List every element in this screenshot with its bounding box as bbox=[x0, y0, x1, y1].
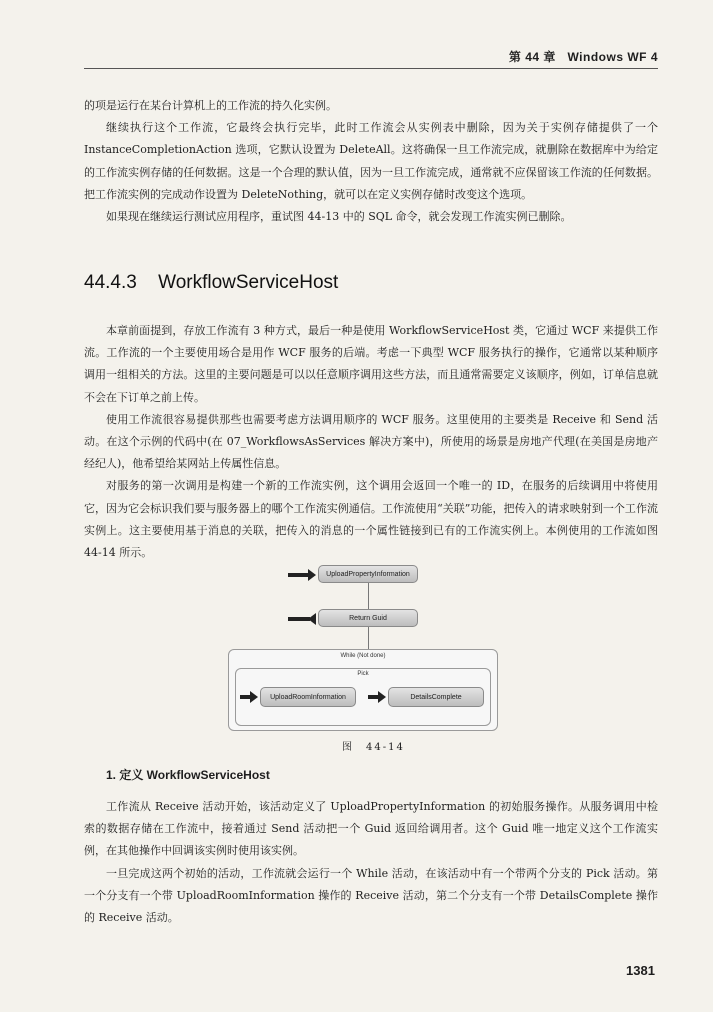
header-rule bbox=[84, 68, 658, 69]
arrow-icon bbox=[250, 691, 258, 703]
upload-property-activity: UploadPropertyInformation bbox=[318, 565, 418, 583]
paragraph: 本章前面提到，存放工作流有 3 种方式，最后一种是使用 WorkflowServiceHost 类，它通过 WCF 来提供工作流。工作流的一个主要使用场合是用作 WCF 服务的后端。考虑一下典型 WCF 服务执行的操作，它通常以某种顺序调用一组相关的方法。这里的主要问题是可以以任意顺序调用这些方法，而且通常需要定义该顺序，例如，订单信息就不会在下订单之前上传。 bbox=[84, 324, 658, 404]
details-complete-activity: DetailsComplete bbox=[388, 687, 484, 707]
paragraph: 如果现在继续运行测试应用程序，重试图 44-13 中的 SQL 命令，就会发现工作流实例已删除。 bbox=[106, 210, 572, 224]
paragraph: 使用工作流很容易提供那些也需要考虑方法调用顺序的 WCF 服务。这里使用的主要类是 Receive 和 Send 活动。在这个示例的代码中(在 07_WorkflowsAsServices 解决方案中)，所使用的场景是房地产代理(在美国是房地产经纪人)，他希望给某网站上传属性信息。 bbox=[84, 412, 658, 471]
paragraph: 一旦完成这两个初始的活动，工作流就会运行一个 While 活动，在该活动中有一个带两个分支的 Pick 活动。第一个分支有一个带 UploadRoomInformation 操作的 Receive 活动，第二个分支有一个带 DetailsComplete 操作的 Receive 活动。 bbox=[84, 866, 658, 925]
paragraph: 继续执行这个工作流，它最终会执行完毕，此时工作流会从实例表中删除，因为关于实例存储提供了一个 InstanceCompletionAction 选项，它默认设置为 DeleteAll。这将确保一旦工作流完成，就删除在数据库中为给定的工作流实例存储的任何数据。这是一个合理的默认值，因为一旦工作流完成，通常就不应保留该工作流的任何数据。把工作流实例的完成动作设置为 DeleteNothing，就可以在定义实例存储时改变这个选项。 bbox=[84, 121, 658, 201]
arrow-icon bbox=[308, 569, 316, 581]
section-number: 44.4.3 bbox=[84, 272, 137, 293]
text-block-middle bbox=[84, 320, 658, 564]
chapter-title: Windows WF 4 bbox=[567, 50, 658, 64]
while-label: While (Not done) bbox=[340, 653, 386, 659]
subsection-heading: 1. 定义 WorkflowServiceHost bbox=[106, 768, 270, 782]
pick-activity bbox=[235, 668, 491, 726]
section-heading bbox=[84, 272, 338, 294]
figure-caption: 图 44-14 bbox=[342, 742, 405, 753]
page-number: 1381 bbox=[626, 963, 655, 978]
paragraph: 对服务的第一次调用是构建一个新的工作流实例，这个调用会返回一个唯一的 ID，在服务的后续调用中将使用它，因为它会标识我们要与服务器上的哪个工作流实例通信。工作流使用“关联”功能，把传入的请求映射到一个工作流实例上。这主要使用基于消息的关联，把传入的消息的一个属性链接到已有的工作流实例上。本例使用的工作流如图 44-14 所示。 bbox=[84, 479, 658, 560]
workflow-figure bbox=[228, 563, 498, 733]
arrow-icon bbox=[308, 613, 316, 625]
text-block-bottom bbox=[84, 796, 658, 929]
arrow-icon bbox=[378, 691, 386, 703]
connector-line bbox=[368, 627, 369, 649]
chapter-label: 第 44 章 bbox=[508, 50, 556, 64]
section-title: WorkflowServiceHost bbox=[158, 272, 339, 293]
paragraph: 的项是运行在某台计算机上的工作流的持久化实例。 bbox=[84, 99, 337, 112]
text-block-top bbox=[84, 95, 658, 228]
upload-room-activity: UploadRoomInformation bbox=[260, 687, 356, 707]
return-guid-activity: Return Guid bbox=[318, 609, 418, 627]
paragraph: 工作流从 Receive 活动开始，该活动定义了 UploadPropertyInformation 的初始服务操作。从服务调用中检索的数据存储在工作流中，接着通过 Send 活动把一个 Guid 返回给调用者。这个 Guid 唯一地定义这个工作流实例，在其他操作中回调该实例时使用该实例。 bbox=[84, 800, 658, 858]
start-arrow-stem bbox=[288, 573, 310, 577]
running-header bbox=[84, 48, 658, 65]
pick-label: Pick bbox=[357, 671, 369, 677]
send-arrow-stem bbox=[288, 617, 310, 621]
while-activity bbox=[228, 649, 498, 731]
